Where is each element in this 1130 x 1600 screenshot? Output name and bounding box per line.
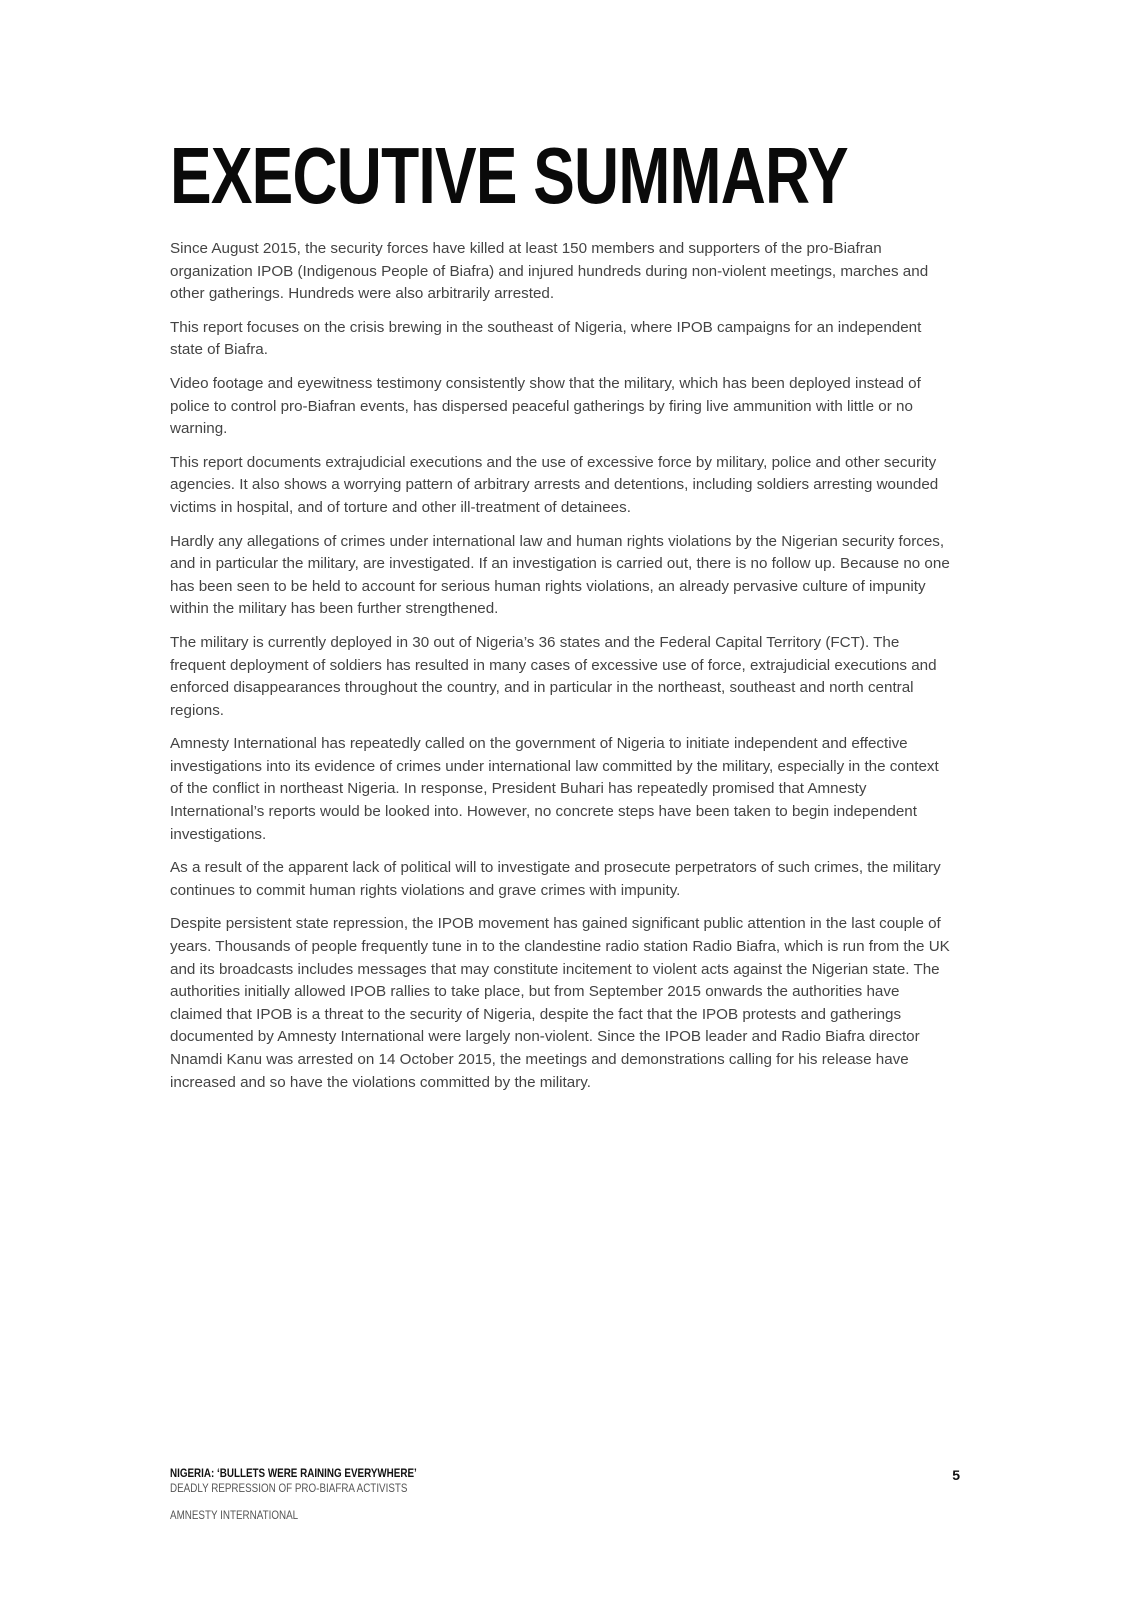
- paragraph-8: As a result of the apparent lack of political will to investigate and prosecute perpetrators of such crimes, the military continues to commit human rights violations and grave crimes with impunity.: [170, 859, 941, 899]
- page-title: EXECUTIVE SUMMARY: [170, 131, 848, 220]
- paragraph-4: This report documents extrajudicial executions and the use of excessive force by military, police and other security agencies. It also shows a worrying pattern of arbitrary arrests and detentions, including soldiers arresting wounded victims in hospital, and of torture and other ill-treatment of detainees.: [170, 453, 939, 516]
- paragraph-1: Since August 2015, the security forces have killed at least 150 members and supporters of the pro-Biafran organization IPOB (Indigenous People of Biafra) and injured hundreds during non-violent meetings, marches and other gatherings. Hundreds were also arbitrarily arrested.: [170, 240, 929, 303]
- paragraph-9: Despite persistent state repression, the IPOB movement has gained significant public attention in the last couple of years. Thousands of people frequently tune in to the clandestine radio station Radio Biafra, which is run from the UK and its broadcasts includes messages that may constitute incitement to violent acts against the Nigerian state. The authorities initially allowed IPOB rallies to take place, but from September 2015 onwards the authorities have claimed that IPOB is a threat to the security of Nigeria, despite the fact that the IPOB protests and gatherings documented by Amnesty International were largely non-violent. Since the IPOB leader and Radio Biafra director Nnamdi Kanu was arrested on 14 October 2015, the meetings and demonstrations calling for his release have increased and so have the violations committed by the military.: [170, 915, 950, 1091]
- page-footer: [170, 1466, 670, 1523]
- paragraph-5: Hardly any allegations of crimes under international law and human rights violations by the Nigerian security forces, and in particular the military, are investigated. If an investigation is carried out, there is no follow up. Because no one has been seen to be held to account for serious human rights violations, an already pervasive culture of impunity within the military has been further strengthened.: [170, 532, 950, 618]
- paragraph-7: Amnesty International has repeatedly called on the government of Nigeria to initiate independent and effective investigations into its evidence of crimes under international law committed by the military, especially in the context of the conflict in northeast Nigeria. In response, President Buhari has repeatedly promised that Amnesty International’s reports would be looked into. However, no concrete steps have been taken to begin independent investigations.: [170, 735, 939, 843]
- paragraph-6: The military is currently deployed in 30 out of Nigeria’s 36 states and the Federal Capital Territory (FCT). The frequent deployment of soldiers has resulted in many cases of excessive use of force, extrajudicial executions and enforced disappearances throughout the country, and in particular in the northeast, southeast and north central regions.: [170, 633, 937, 719]
- summary-body: [170, 238, 955, 1105]
- page-number: 5: [952, 1467, 960, 1483]
- footer-report-subtitle: DEADLY REPRESSION OF PRO-BIAFRA ACTIVISTS: [170, 1481, 408, 1495]
- paragraph-2: This report focuses on the crisis brewing in the southeast of Nigeria, where IPOB campaigns for an independent state of Biafra.: [170, 318, 922, 359]
- paragraph-3: Video footage and eyewitness testimony consistently show that the military, which has been deployed instead of police to control pro-Biafran events, has dispersed peaceful gatherings by firing live ammunition with little or no warning.: [170, 374, 921, 438]
- footer-report-title: NIGERIA: ‘BULLETS WERE RAINING EVERYWHERE’: [170, 1466, 417, 1480]
- footer-organization: AMNESTY INTERNATIONAL: [170, 1508, 299, 1522]
